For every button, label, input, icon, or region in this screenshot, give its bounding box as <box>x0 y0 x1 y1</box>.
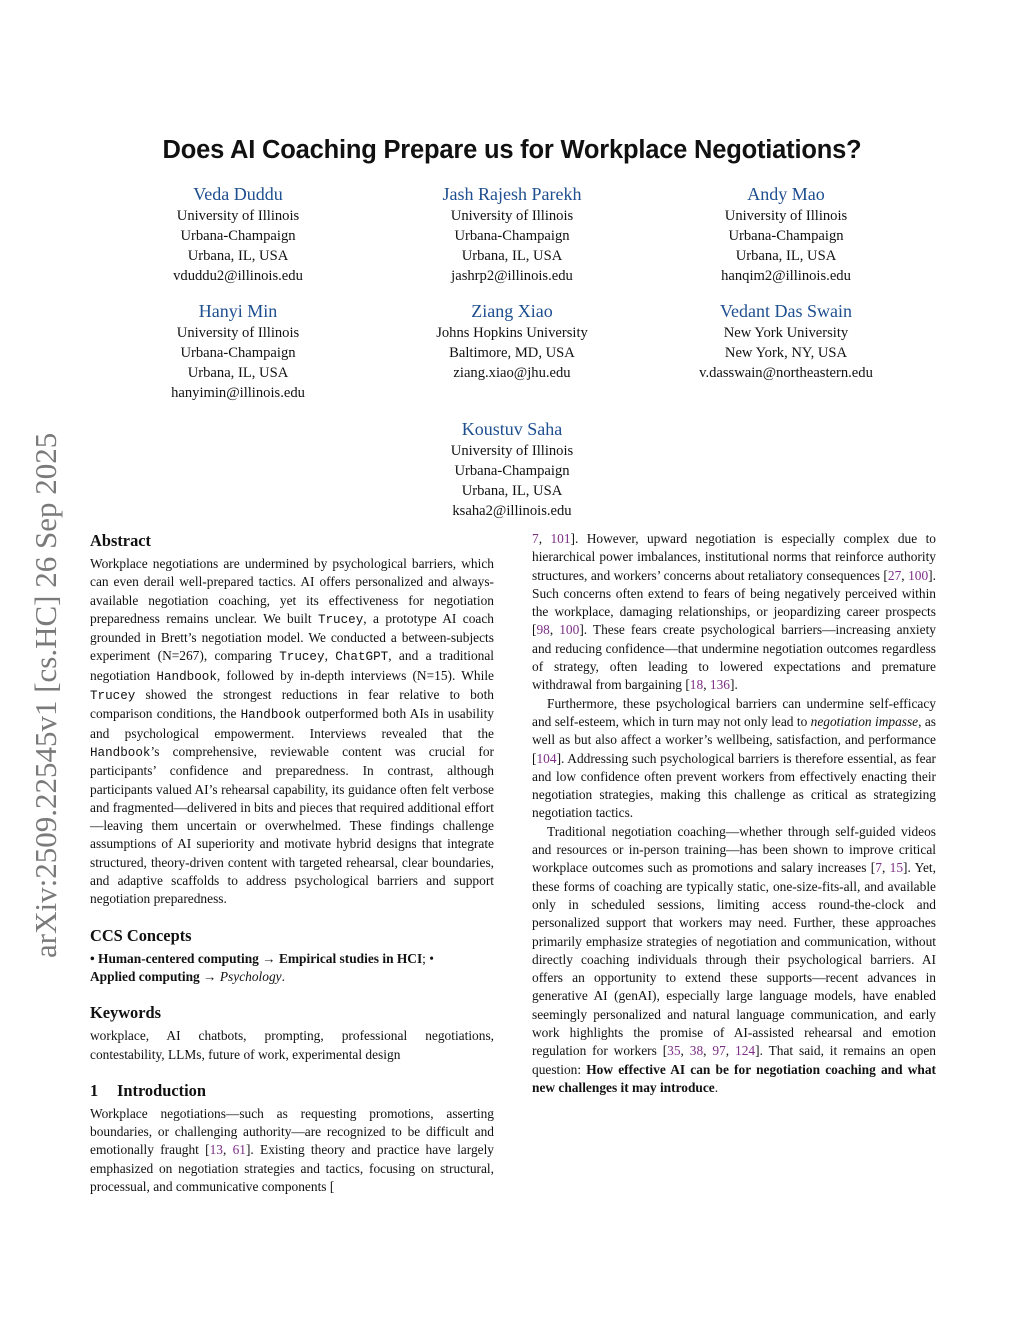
abstract-heading: Abstract <box>90 531 151 550</box>
citation-link[interactable]: 35 <box>667 1043 681 1059</box>
author-email: jashrp2@illinois.edu <box>451 268 573 284</box>
citation-link[interactable]: 13 <box>209 1142 223 1158</box>
intro-paragraph-2: Furthermore, these psychological barriers can undermine self-efficacy and self-esteem, which in turn may not only lead to negotiation impasse, as well as but also affect a worker’s wellbeing, satisfaction, and performance [104]. Addressing such psychological barriers is therefore essential, as fear and low confidence often prevent workers from effectively enacting their negotiation strategies, making this challenge as critical as strategizing negotiation tactics. <box>532 695 936 821</box>
author-email: v.dasswain@northeastern.edu <box>699 365 873 381</box>
citation-link[interactable]: 7 <box>875 860 882 876</box>
system-name-chatgpt: ChatGPT <box>335 650 389 665</box>
citation-link[interactable]: 98 <box>536 622 550 638</box>
author-name[interactable]: Jash Rajesh Parekh <box>442 184 582 204</box>
author-affiliation: University of Illinois <box>176 208 300 224</box>
author-block <box>636 182 936 286</box>
author-email: vduddu2@illinois.edu <box>173 268 303 284</box>
keywords-text: workplace, AI chatbots, prompting, professional negotiations, contestability, LLMs, future of work, experimental design <box>90 1028 494 1062</box>
author-location: Urbana, IL, USA <box>461 248 563 264</box>
author-affiliation: Urbana-Champaign <box>180 228 296 244</box>
citation-link[interactable]: 7 <box>532 531 539 546</box>
author-block <box>88 299 388 403</box>
author-affiliation: Johns Hopkins University <box>436 325 588 341</box>
author-affiliation: University of Illinois <box>450 208 574 224</box>
intro-paragraph-3: Traditional negotiation coaching—whether through self-guided videos and resources or in-person training—has been shown to improve critical workplace outcomes such as promotions and salary increases [7, 15]. Yet, these forms of coaching are typically static, one-size-fits-all, and available only in scheduled sessions, limiting access round-the-clock and personalized support that workers may need. Further, these approaches primarily emphasize strategies of negotiation and communication, without directly coaching individuals through their psychological barriers. AI offers an opportunity to extend these supports—recent advances in generative AI (genAI), especially large language models, have enabled seemingly personalized and natural language communication, and early work highlights the promise of AI-assisted rehearsal and emotion regulation for workers [35, 38, 97, 124]. That said, it remains an open question: How effective AI can be for negotiation coaching and what new challenges it may introduce. <box>532 823 936 1095</box>
author-affiliation: Urbana-Champaign <box>180 345 296 361</box>
citation-link[interactable]: 104 <box>536 750 557 766</box>
author-email: hanyimin@illinois.edu <box>171 385 305 401</box>
citation-link[interactable]: 61 <box>232 1142 246 1158</box>
author-email: ksaha2@illinois.edu <box>452 503 572 519</box>
author-affiliation: Urbana-Champaign <box>454 463 570 479</box>
author-location: New York, NY, USA <box>724 345 848 361</box>
author-block <box>636 299 936 383</box>
author-email: hanqim2@illinois.edu <box>721 268 851 284</box>
author-location: Urbana, IL, USA <box>187 365 289 381</box>
author-affiliation: University of Illinois <box>724 208 848 224</box>
author-block <box>362 417 662 521</box>
author-name[interactable]: Hanyi Min <box>198 301 278 321</box>
author-affiliation: New York University <box>723 325 849 341</box>
system-name-trucey: Trucey <box>317 612 364 627</box>
system-name-handbook: Handbook <box>156 669 217 684</box>
author-location: Baltimore, MD, USA <box>449 345 575 361</box>
section-heading-introduction: 1 Introduction <box>90 1080 206 1100</box>
citation-link[interactable]: 18 <box>689 677 704 693</box>
author-email: ziang.xiao@jhu.edu <box>453 365 571 381</box>
keywords-heading: Keywords <box>90 1003 162 1023</box>
author-name[interactable]: Veda Duddu <box>193 184 283 204</box>
abstract-text: Workplace negotiations are undermined by psychological barriers, which can even derail well-prepared tactics. AI offers personalized and always-available negotiation coaching, yet its effectiveness for negotiation preparedness remains unclear. We built Trucey, a prototype AI coach grounded in Brett’s negotiation model. We conducted a between-subjects experiment (N=267), comparing Trucey, ChatGPT, and a traditional negotiation Handbook, followed by in-depth interviews (N=15). While Trucey showed the strongest reductions in fear relative to both comparison conditions, the Handbook outperformed both AIs in usability and psychological empowerment. Interviews revealed that the Handbook’s comprehensive, reviewable content was crucial for participants’ confidence and preparedness. In contrast, although participants valued AI’s rehearsal capability, its guidance often felt verbose and fragmented—delivered in bits and pieces that required additional effort—leaving them uncertain or overwhelmed. These findings challenge assumptions of AI superiority and motivate hybrid designs that integrate structured, theory-driven content with targeted rehearsal, clear boundaries, and adaptive scaffolds to address psychological barriers and support negotiation preparedness. <box>90 556 495 907</box>
author-name[interactable]: Vedant Das Swain <box>720 301 852 321</box>
author-name[interactable]: Andy Mao <box>747 184 825 204</box>
arxiv-identifier[interactable]: arXiv:2509.22545v1 [cs.HC] 26 Sep 2025 <box>28 432 63 958</box>
research-question: How effective AI can be for negotiation coaching and what new challenges it may introduce <box>532 1061 936 1095</box>
citation-link[interactable]: 97 <box>712 1043 726 1059</box>
citation-link[interactable]: 15 <box>889 860 904 876</box>
ccs-heading: CCS Concepts <box>90 925 192 945</box>
author-location: Urbana, IL, USA <box>187 248 289 264</box>
author-block <box>362 299 662 383</box>
author-location: Urbana, IL, USA <box>461 483 563 499</box>
author-name[interactable]: Ziang Xiao <box>471 301 553 321</box>
intro-paragraph-1-cont: 7, 101]. However, upward negotiation is especially complex due to hierarchical power imbalances, institutional norms that reinforce authority structures, and workers’ concerns about retaliatory consequences [27, 100]. Such concerns often extend to fears of being negatively perceived within the workplace, damaging relationships, or jeopardizing career prospects [98, 100]. These fears create psychological barriers—increasing anxiety and reducing confidence—that undermine negotiation outcomes regardless of strategy, often leading to lowered expectations and premature withdrawal from bargaining [18, 136]. <box>532 531 936 693</box>
citation-link[interactable]: 124 <box>735 1043 756 1059</box>
citation-link[interactable]: 100 <box>559 622 580 638</box>
citation-link[interactable]: 100 <box>908 567 929 583</box>
author-block <box>88 182 388 286</box>
ccs-text: • Human-centered computing → Empirical studies in HCI; • Applied computing → Psychology. <box>90 950 434 984</box>
intro-paragraph-1-start: Workplace negotiations—such as requesting promotions, asserting boundaries, or challenging authority—are recognized to be difficult and emotionally fraught [13, 61]. Existing theory and practice have largely emphasized on negotiation strategies and tactics, focusing on structural, processual, and communicative components [ <box>90 1105 494 1195</box>
paper-title: Does AI Coaching Prepare us for Workplace Negotiations? <box>162 136 862 164</box>
author-affiliation: University of Illinois <box>450 443 574 459</box>
author-affiliation: Urbana-Champaign <box>454 228 570 244</box>
citation-link[interactable]: 27 <box>887 567 902 583</box>
author-block <box>362 182 662 286</box>
citation-link[interactable]: 38 <box>689 1043 704 1059</box>
author-affiliation: University of Illinois <box>176 325 300 341</box>
left-column <box>90 530 494 1196</box>
author-name[interactable]: Koustuv Saha <box>461 419 563 439</box>
right-column <box>532 530 936 1097</box>
citation-link[interactable]: 101 <box>550 531 571 546</box>
citation-link[interactable]: 136 <box>709 677 730 693</box>
author-affiliation: Urbana-Champaign <box>728 228 844 244</box>
author-location: Urbana, IL, USA <box>735 248 837 264</box>
